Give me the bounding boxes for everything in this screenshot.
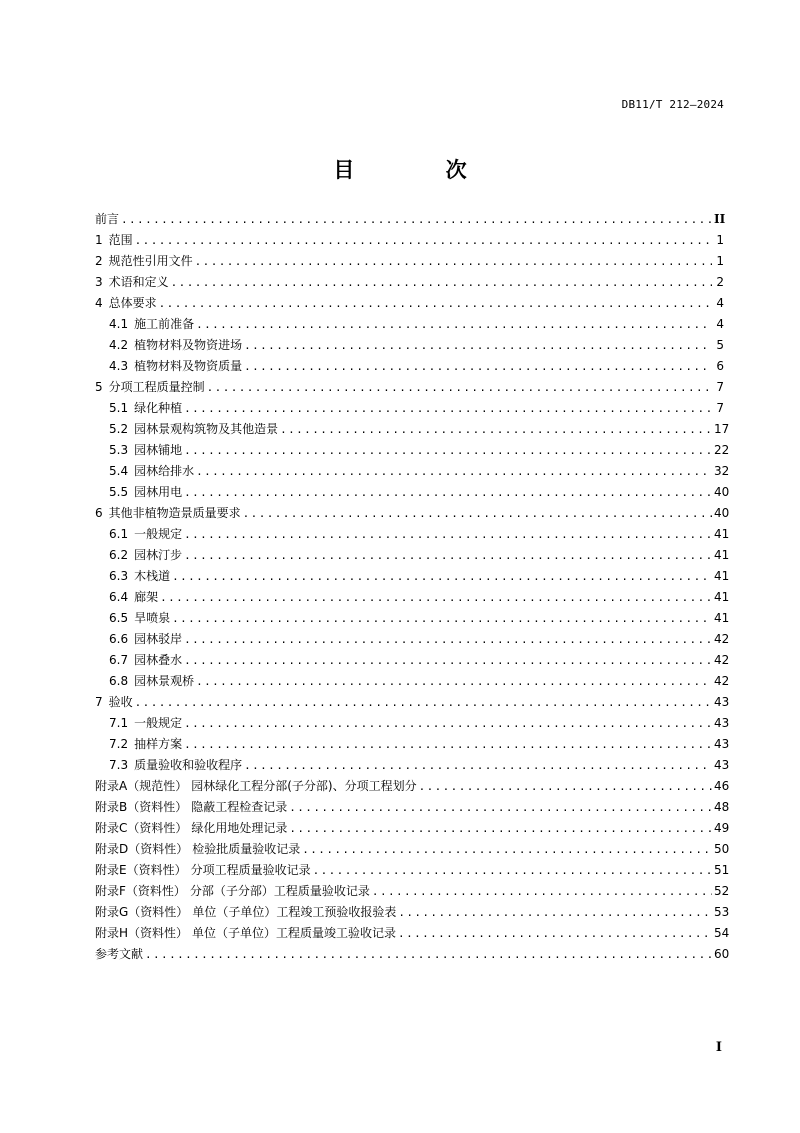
toc-entry-page: 42 xyxy=(714,653,730,667)
toc-leader-dots xyxy=(196,671,712,692)
toc-entry-page: 43 xyxy=(714,716,730,730)
toc-entry[interactable] xyxy=(95,839,730,860)
toc-entry[interactable] xyxy=(95,608,730,629)
toc-entry-number: 5.5 xyxy=(109,485,129,499)
toc-entry-page: 49 xyxy=(714,821,730,835)
toc-entry[interactable] xyxy=(95,419,730,440)
toc-entry-page: 60 xyxy=(714,947,730,961)
toc-entry-page: 42 xyxy=(714,674,730,688)
toc-entry[interactable] xyxy=(95,377,724,398)
toc-entry-page: 2 xyxy=(716,275,724,289)
toc-entry[interactable] xyxy=(95,650,730,671)
document-code: DB11/T 212—2024 xyxy=(621,98,724,111)
toc-entry[interactable] xyxy=(95,566,730,587)
toc-entry-page: 41 xyxy=(714,548,730,562)
toc-entry-number: 5.1 xyxy=(109,401,129,415)
toc-leader-dots xyxy=(135,692,712,713)
toc-entry-page: 41 xyxy=(714,569,730,583)
toc-entry[interactable] xyxy=(95,461,730,482)
toc-entry-label: 绿化种植 xyxy=(134,401,183,415)
toc-entry-label: 前言 xyxy=(95,212,120,226)
toc-entry-page: 42 xyxy=(714,632,730,646)
toc-leader-dots xyxy=(184,650,712,671)
toc-leader-dots xyxy=(195,251,712,272)
toc-entry-label: 旱喷泉 xyxy=(134,611,171,625)
toc-entry[interactable] xyxy=(95,797,730,818)
toc-entry-page: 40 xyxy=(714,506,730,520)
toc-entry-number: 附录C（资料性） xyxy=(95,821,188,835)
toc-entry-page: 46 xyxy=(714,779,730,793)
table-of-contents xyxy=(95,209,730,965)
toc-entry[interactable] xyxy=(95,860,730,881)
toc-entry[interactable] xyxy=(95,335,724,356)
toc-entry[interactable] xyxy=(95,587,730,608)
toc-entry-number: 4.3 xyxy=(109,359,129,373)
toc-leader-dots xyxy=(184,482,712,503)
toc-leader-dots xyxy=(244,335,712,356)
toc-leader-dots xyxy=(289,797,712,818)
toc-entry[interactable] xyxy=(95,923,730,944)
toc-entry-number: 6.5 xyxy=(109,611,129,625)
toc-entry-label: 一般规定 xyxy=(134,716,183,730)
toc-entry-page: 52 xyxy=(714,884,730,898)
toc-leader-dots xyxy=(313,860,712,881)
toc-entry-number: 7 xyxy=(95,695,103,709)
toc-entry-label: 分项工程质量控制 xyxy=(108,380,205,394)
toc-entry-page: 6 xyxy=(716,359,724,373)
toc-entry[interactable] xyxy=(95,398,724,419)
toc-entry-page: 54 xyxy=(714,926,730,940)
toc-entry-label: 园林用电 xyxy=(134,485,183,499)
toc-entry-number: 6.6 xyxy=(109,632,129,646)
toc-entry-label: 隐蔽工程检查记录 xyxy=(191,800,288,814)
toc-entry-number: 1 xyxy=(95,233,103,247)
toc-entry-label: 单位（子单位）工程质量竣工验收记录 xyxy=(192,926,397,940)
toc-entry[interactable] xyxy=(95,692,730,713)
toc-entry-page: 7 xyxy=(716,380,724,394)
toc-entry-page: 22 xyxy=(714,443,730,457)
toc-entry-label: 其他非植物造景质量要求 xyxy=(108,506,241,520)
toc-entry[interactable] xyxy=(95,818,730,839)
toc-entry-number: 附录H（资料性） xyxy=(95,926,189,940)
toc-entry-number: 3 xyxy=(95,275,103,289)
toc-entry-page: 48 xyxy=(714,800,730,814)
toc-leader-dots xyxy=(171,272,712,293)
toc-entry-number: 附录B（资料性） xyxy=(95,800,188,814)
toc-leader-dots xyxy=(172,566,712,587)
toc-entry-label: 施工前准备 xyxy=(134,317,195,331)
toc-entry-number: 附录D（资料性） xyxy=(95,842,189,856)
toc-entry-number: 附录G（资料性） xyxy=(95,905,189,919)
toc-leader-dots xyxy=(398,923,712,944)
toc-leader-dots xyxy=(419,776,712,797)
toc-leader-dots xyxy=(196,314,712,335)
toc-entry-page: 41 xyxy=(714,590,730,604)
toc-entry-number: 5 xyxy=(95,380,103,394)
toc-entry-label: 廊架 xyxy=(134,590,159,604)
toc-entry-label: 一般规定 xyxy=(134,527,183,541)
toc-entry-label: 规范性引用文件 xyxy=(108,254,193,268)
toc-entry-page: 5 xyxy=(716,338,724,352)
toc-leader-dots xyxy=(184,440,712,461)
toc-entry-page: II xyxy=(714,212,726,226)
toc-entry-label: 范围 xyxy=(108,233,133,247)
toc-entry[interactable] xyxy=(95,713,730,734)
toc-leader-dots xyxy=(289,818,712,839)
toc-entry-number: 5.4 xyxy=(109,464,129,478)
toc-entry-label: 园林驳岸 xyxy=(134,632,183,646)
toc-entry[interactable] xyxy=(95,251,724,272)
toc-entry[interactable] xyxy=(95,629,730,650)
toc-entry-label: 园林绿化工程分部(子分部)、分项工程划分 xyxy=(191,779,417,793)
toc-entry[interactable] xyxy=(95,944,730,965)
toc-entry[interactable] xyxy=(95,293,724,314)
toc-leader-dots xyxy=(184,524,712,545)
toc-entry[interactable] xyxy=(95,734,730,755)
toc-entry-label: 分部（子分部）工程质量验收记录 xyxy=(189,884,370,898)
toc-entry-label: 参考文献 xyxy=(95,947,144,961)
toc-entry-label: 总体要求 xyxy=(108,296,157,310)
toc-entry-label: 检验批质量验收记录 xyxy=(192,842,301,856)
page-title: 目 次 xyxy=(333,158,509,182)
toc-entry-number: 6 xyxy=(95,506,103,520)
toc-entry[interactable] xyxy=(95,272,724,293)
toc-entry-page: 17 xyxy=(714,422,730,436)
toc-entry-label: 园林给排水 xyxy=(134,464,195,478)
toc-entry-number: 4 xyxy=(95,296,103,310)
toc-entry[interactable] xyxy=(95,755,730,776)
toc-entry-page: 1 xyxy=(716,233,724,247)
toc-leader-dots xyxy=(160,587,712,608)
toc-entry-number: 7.2 xyxy=(109,737,129,751)
toc-entry-label: 园林景观桥 xyxy=(134,674,195,688)
toc-entry-number: 6.8 xyxy=(109,674,129,688)
toc-leader-dots xyxy=(184,713,712,734)
toc-entry-number: 2 xyxy=(95,254,103,268)
toc-leader-dots xyxy=(207,377,712,398)
toc-leader-dots xyxy=(243,503,712,524)
toc-entry-number: 附录E（资料性） xyxy=(95,863,187,877)
toc-leader-dots xyxy=(184,734,712,755)
toc-leader-dots xyxy=(184,545,712,566)
toc-leader-dots xyxy=(372,881,712,902)
toc-entry[interactable] xyxy=(95,545,730,566)
toc-entry-label: 绿化用地处理记录 xyxy=(191,821,288,835)
toc-leader-dots xyxy=(121,209,712,230)
toc-entry-label: 抽样方案 xyxy=(134,737,183,751)
toc-entry-number: 6.1 xyxy=(109,527,129,541)
toc-entry[interactable] xyxy=(95,314,724,335)
toc-entry-label: 分项工程质量验收记录 xyxy=(190,863,311,877)
toc-entry[interactable] xyxy=(95,671,730,692)
toc-entry-label: 单位（子单位）工程竣工预验收报验表 xyxy=(192,905,397,919)
toc-entry-label: 园林铺地 xyxy=(134,443,183,457)
toc-entry-page: 43 xyxy=(714,737,730,751)
toc-entry-number: 6.4 xyxy=(109,590,129,604)
toc-entry-number: 6.2 xyxy=(109,548,129,562)
toc-entry-number: 5.3 xyxy=(109,443,129,457)
toc-leader-dots xyxy=(196,461,712,482)
toc-leader-dots xyxy=(302,839,712,860)
toc-entry-page: 41 xyxy=(714,611,730,625)
toc-entry-label: 木栈道 xyxy=(134,569,171,583)
toc-entry-number: 附录A（规范性） xyxy=(95,779,188,793)
toc-entry-page: 4 xyxy=(716,317,724,331)
toc-entry[interactable] xyxy=(95,503,730,524)
toc-entry-label: 园林叠水 xyxy=(134,653,183,667)
toc-entry-page: 43 xyxy=(714,758,730,772)
toc-entry-number: 4.2 xyxy=(109,338,129,352)
toc-entry-label: 园林汀步 xyxy=(134,548,183,562)
toc-entry-page: 1 xyxy=(716,254,724,268)
toc-entry-page: 53 xyxy=(714,905,730,919)
toc-entry[interactable] xyxy=(95,524,730,545)
toc-leader-dots xyxy=(244,356,712,377)
toc-entry-page: 43 xyxy=(714,695,730,709)
toc-entry-page: 51 xyxy=(714,863,730,877)
toc-leader-dots xyxy=(244,755,712,776)
toc-entry[interactable] xyxy=(95,209,724,230)
toc-entry-label: 植物材料及物资进场 xyxy=(134,338,243,352)
toc-leader-dots xyxy=(398,902,712,923)
toc-entry-label: 植物材料及物资质量 xyxy=(134,359,243,373)
toc-entry[interactable] xyxy=(95,440,730,461)
toc-entry-label: 术语和定义 xyxy=(108,275,169,289)
toc-entry[interactable] xyxy=(95,881,730,902)
toc-entry-page: 41 xyxy=(714,527,730,541)
toc-entry-page: 7 xyxy=(716,401,724,415)
toc-leader-dots xyxy=(172,608,712,629)
toc-leader-dots xyxy=(184,629,712,650)
toc-entry-page: 32 xyxy=(714,464,730,478)
toc-entry-number: 7.3 xyxy=(109,758,129,772)
toc-entry[interactable] xyxy=(95,776,730,797)
toc-entry-number: 5.2 xyxy=(109,422,129,436)
toc-entry-label: 验收 xyxy=(108,695,133,709)
toc-leader-dots xyxy=(159,293,712,314)
toc-entry-number: 6.7 xyxy=(109,653,129,667)
toc-leader-dots xyxy=(145,944,712,965)
toc-entry-label: 园林景观构筑物及其他造景 xyxy=(134,422,279,436)
toc-entry-page: 40 xyxy=(714,485,730,499)
page-number: I xyxy=(715,1040,722,1055)
toc-entry-number: 附录F（资料性） xyxy=(95,884,186,898)
toc-entry-number: 7.1 xyxy=(109,716,129,730)
toc-entry[interactable] xyxy=(95,230,724,251)
toc-entry-page: 4 xyxy=(716,296,724,310)
toc-entry[interactable] xyxy=(95,356,724,377)
toc-leader-dots xyxy=(280,419,712,440)
toc-entry-number: 6.3 xyxy=(109,569,129,583)
toc-entry[interactable] xyxy=(95,902,730,923)
toc-leader-dots xyxy=(184,398,712,419)
toc-entry-number: 4.1 xyxy=(109,317,129,331)
toc-entry[interactable] xyxy=(95,482,730,503)
toc-entry-page: 50 xyxy=(714,842,730,856)
toc-leader-dots xyxy=(135,230,712,251)
toc-entry-label: 质量验收和验收程序 xyxy=(134,758,243,772)
